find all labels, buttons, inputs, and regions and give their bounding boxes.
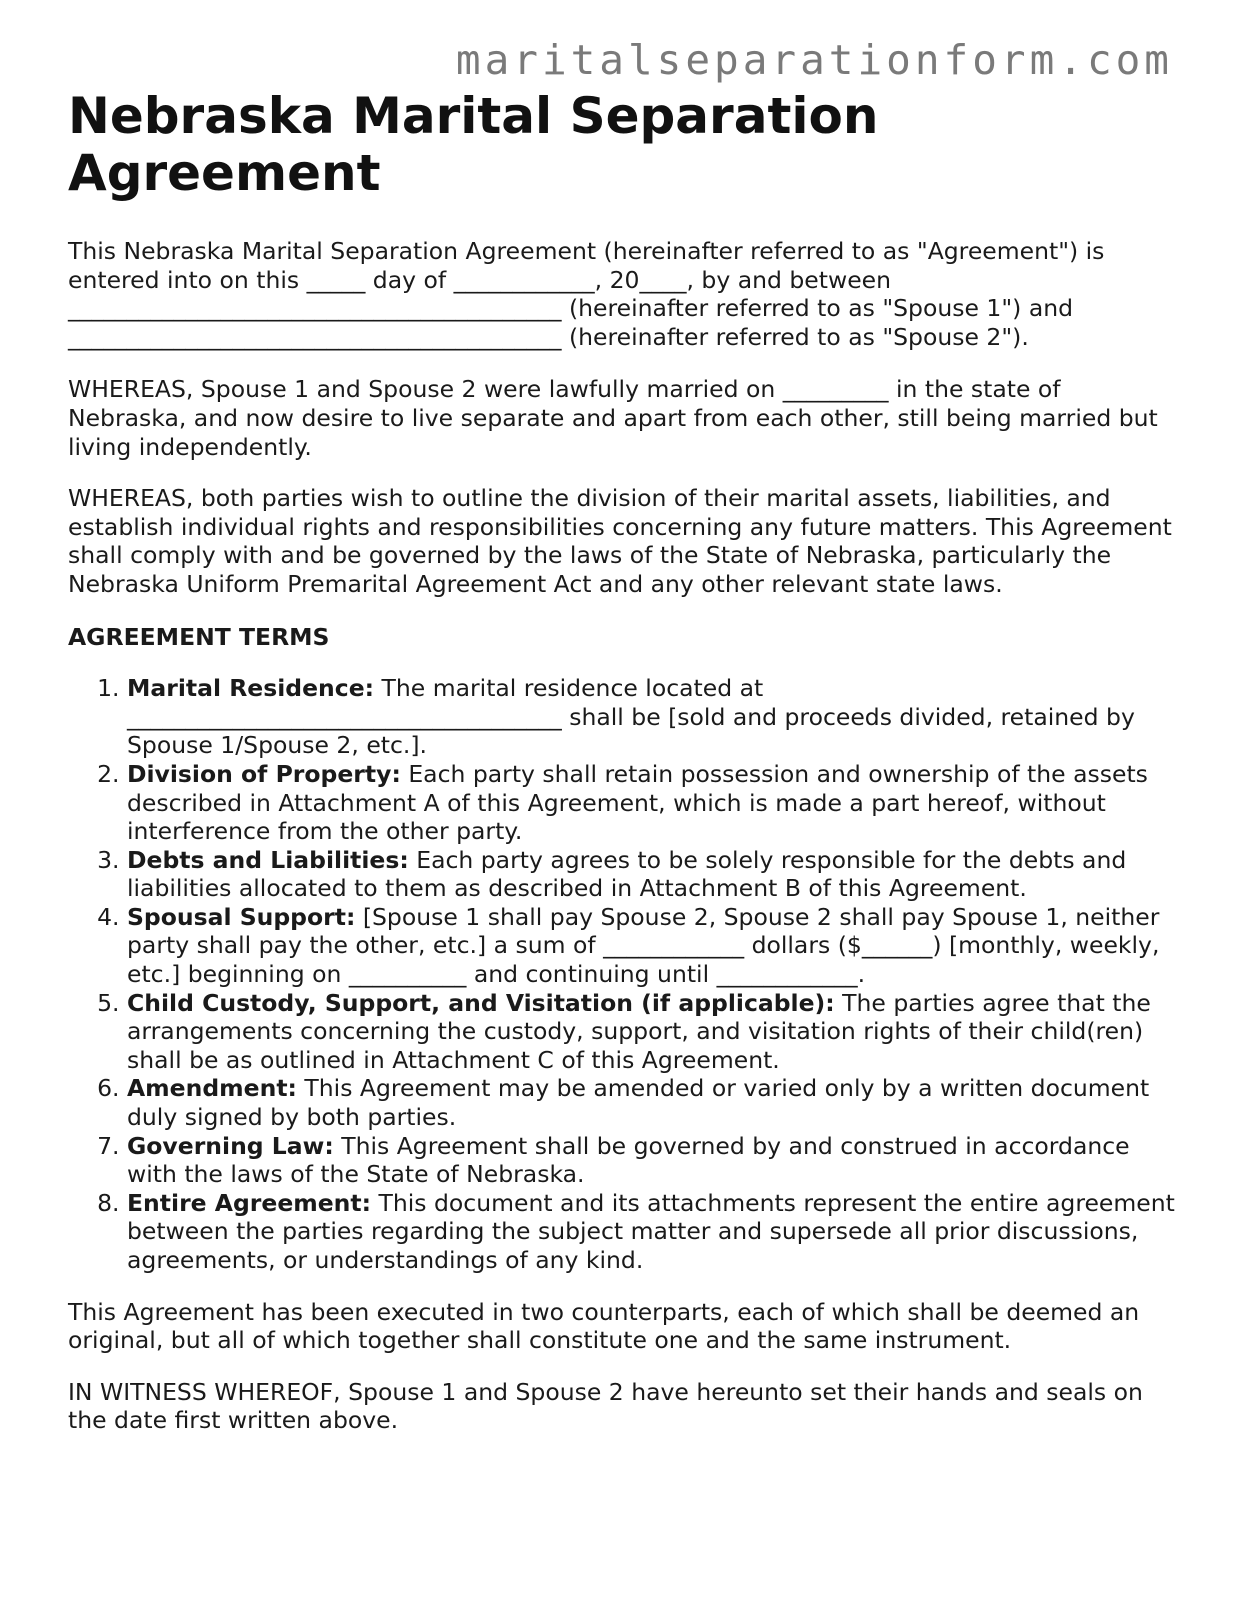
term-text: Each party shall retain possession and ownership of the assets described in Attachment A of this Agreement, which is made a part hereof, without interference from the other party.: [127, 759, 1148, 846]
counterparts-paragraph: This Agreement has been executed in two counterparts, each of which shall be deemed an original, but all of which together shall constitute one and the same instrument.: [68, 1297, 1140, 1355]
term-title: Debts and Liabilities:: [127, 845, 409, 874]
term-text: The marital residence located at _____________________________________ shall be [sold and proceeds divided, retained by Spouse 1/Spouse 2, etc.].: [127, 674, 1135, 760]
document-page: [68, 88, 1178, 1435]
term-text: The parties agree that the arrangements concerning the custody, support, and visitation rights of their child(ren) shall be as outlined in Attachment C of this Agreement.: [127, 988, 1151, 1074]
term-text: This document and its attachments represent the entire agreement between the parties regarding the subject matter and supersede all prior discussions, agreements, or understandings of any kind.: [127, 1188, 1175, 1274]
intro-line: entered into on this _____ day of ____________, 20____, by and between: [68, 265, 892, 294]
term-text: This Agreement shall be governed by and construed in accordance with the laws of the State of Nebraska.: [127, 1131, 1130, 1189]
term-item: [127, 1074, 1178, 1131]
term-text: Each party agrees to be solely responsible for the debts and liabilities allocated to them as described in Attachment B of this Agreement.: [127, 845, 1127, 903]
term-text: This Agreement may be amended or varied only by a written document duly signed by both parties.: [127, 1074, 1150, 1132]
term-title: Division of Property:: [127, 759, 401, 788]
whereas-division-paragraph: WHEREAS, both parties wish to outline the division of their marital assets, liabilities, and establish individual rights and responsibilities concerning any future matters. This Agreement shall comply with and be governed by the laws of the State of Nebraska, particularly the Nebraska Uniform Premarital Agreement Act and any other relevant state laws.: [68, 484, 1172, 598]
term-title: Marital Residence:: [127, 674, 375, 703]
term-item: [127, 674, 1178, 760]
terms-heading: AGREEMENT TERMS: [68, 622, 330, 651]
term-item: [127, 1132, 1178, 1189]
intro-line: __________________________________________ (hereinafter referred to as "Spouse 1") and: [68, 294, 1074, 323]
term-item: [127, 989, 1178, 1075]
term-item: [127, 760, 1178, 846]
term-title: Child Custody, Support, and Visitation (if applicable):: [127, 988, 835, 1017]
term-title: Entire Agreement:: [127, 1188, 372, 1217]
term-title: Spousal Support:: [127, 902, 356, 931]
term-title: Amendment:: [127, 1074, 297, 1103]
intro-line: This Nebraska Marital Separation Agreement (hereinafter referred to as "Agreement") is: [68, 237, 1105, 265]
term-text: [Spouse 1 shall pay Spouse 2, Spouse 2 shall pay Spouse 1, neither party shall pay the other, etc.] a sum of ____________ dollars ($______) [monthly, weekly, etc.] beginning on __________ and continuing until ____________.: [127, 902, 1160, 989]
document-title: Nebraska Marital Separation Agreement: [68, 87, 879, 202]
whereas-marriage-paragraph: WHEREAS, Spouse 1 and Spouse 2 were lawfully married on _________ in the state of Nebraska, and now desire to live separate and apart from each other, still being married but living independently.: [68, 375, 1158, 461]
witness-paragraph: IN WITNESS WHEREOF, Spouse 1 and Spouse 2 have hereunto set their hands and seals on the date first written above.: [68, 1377, 1143, 1435]
term-item: [127, 1189, 1178, 1275]
intro-line: __________________________________________ (hereinafter referred to as "Spouse 2").: [68, 322, 1029, 351]
term-item: [127, 846, 1178, 903]
term-title: Governing Law:: [127, 1131, 334, 1160]
terms-list: [68, 674, 1178, 1274]
site-watermark: maritalseparationform.com: [455, 36, 1173, 84]
intro-paragraph: [68, 237, 1178, 351]
term-item: [127, 903, 1178, 989]
